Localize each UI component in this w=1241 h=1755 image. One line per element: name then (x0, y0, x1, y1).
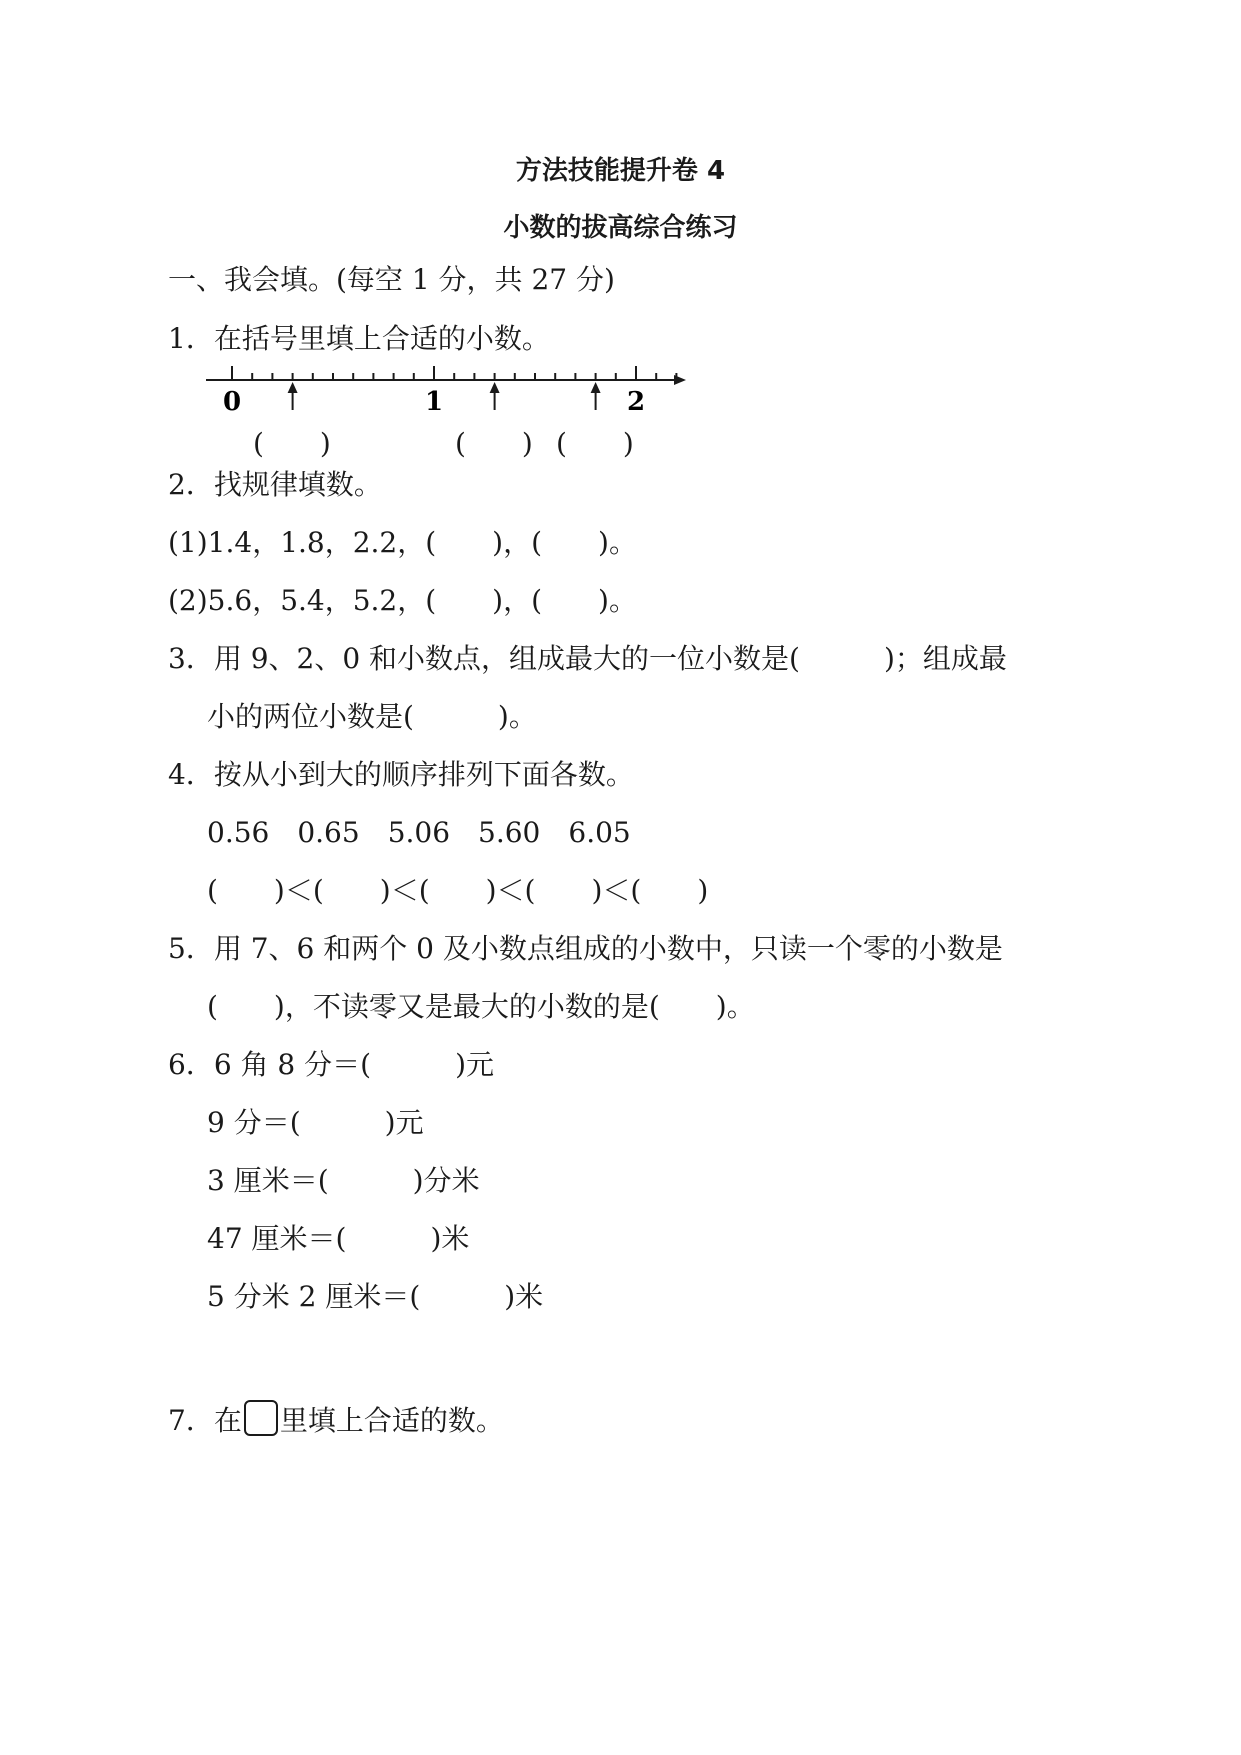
tick-label-0: 0 (222, 387, 242, 417)
pointer-arrow-icon (288, 382, 298, 410)
tick-label-1: 1 (424, 387, 444, 417)
question-7-before: 7．在 (168, 1404, 242, 1437)
page-title: 方法技能提升卷 4 (515, 156, 726, 186)
question-4-text: 4．按从小到大的顺序排列下面各数。 (168, 758, 634, 791)
tick-label-2: 2 (626, 387, 646, 417)
question-1-text: 1．在括号里填上合适的小数。 (168, 322, 550, 355)
blank-2[interactable]: ( ) (455, 427, 533, 460)
number-line-ticks (232, 366, 676, 380)
pointer-arrow-icon (591, 382, 601, 410)
question-4-numbers: 0.56 0.65 5.06 5.60 6.05 (207, 816, 631, 849)
number-line-arrows (288, 382, 601, 410)
question-2-text: 2．找规律填数。 (168, 468, 382, 501)
question-6-line-5: 5 分米 2 厘米＝( )米 (207, 1280, 544, 1313)
question-3-line-2: 小的两位小数是( )。 (207, 700, 537, 733)
blank-3[interactable]: ( ) (556, 427, 634, 460)
question-5-line-2: ( )，不读零又是最大的小数的是( )。 (207, 990, 755, 1023)
question-6-line-1: 6．6 角 8 分＝( )元 (168, 1048, 494, 1081)
section-heading: 一、我会填。(每空 1 分，共 27 分) (168, 263, 615, 296)
pointer-arrow-icon (490, 382, 500, 410)
question-6-line-4: 47 厘米＝( )米 (207, 1222, 470, 1255)
question-5-line-1: 5．用 7、6 和两个 0 及小数点组成的小数中，只读一个零的小数是 (168, 932, 1003, 965)
question-6-line-2: 9 分＝( )元 (207, 1106, 424, 1139)
page-subtitle: 小数的拔高综合练习 (503, 213, 738, 243)
question-7-after: 里填上合适的数。 (279, 1404, 504, 1437)
question-2-part-1: (1)1.4，1.8，2.2，( )，( )。 (168, 526, 637, 559)
question-2-part-2: (2)5.6，5.4，5.2，( )，( )。 (168, 584, 637, 617)
question-4-order-blanks: ( )＜( )＜( )＜( )＜( ) (207, 874, 709, 907)
question-6-line-3: 3 厘米＝( )分米 (207, 1164, 480, 1197)
question-7-text (168, 1400, 504, 1438)
number-line (200, 360, 700, 420)
answer-box-icon (244, 1400, 278, 1436)
question-3-line-1: 3．用 9、2、0 和小数点，组成最大的一位小数是( )；组成最 (168, 642, 1007, 675)
blank-1[interactable]: ( ) (253, 427, 331, 460)
